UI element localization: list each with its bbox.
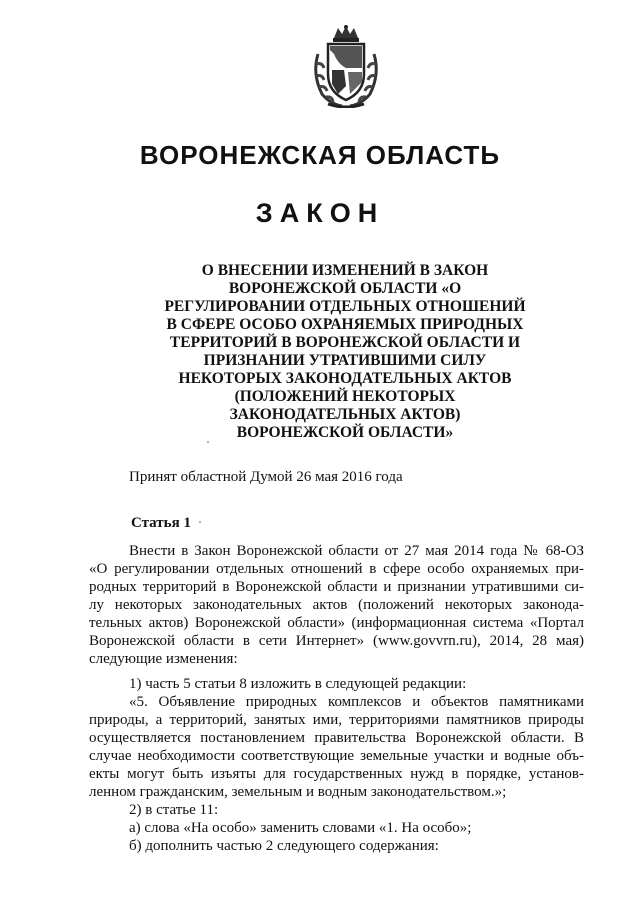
law-title-line: ПРИЗНАНИИ УТРАТИВШИМИ СИЛУ <box>203 352 487 369</box>
intro-line: Внести в Закон Воронежской области от 27 мая 2014 года № 68-ОЗ <box>129 543 584 559</box>
law-title <box>150 262 540 442</box>
intro-line: Воронежской области в сети Интернет» (www.govvrn.ru), 2014, 28 мая) <box>89 633 584 649</box>
item-line: 2) в статье 11: <box>129 802 219 818</box>
law-title-line: ВОРОНЕЖСКОЙ ОБЛАСТИ «О <box>228 280 462 297</box>
law-title-line: РЕГУЛИРОВАНИИ ОТДЕЛЬНЫХ ОТНОШЕНИЙ <box>164 298 526 315</box>
article-heading: Статья 1 <box>131 515 191 531</box>
intro-line: тельных актов) Воронежской области» (информационная система «Портал <box>89 615 584 631</box>
coat-of-arms-icon <box>308 24 384 108</box>
intro-line: лу некоторых законодательных актов (положений некоторых законода- <box>89 597 584 613</box>
law-title-line: (ПОЛОЖЕНИЙ НЕКОТОРЫХ <box>234 388 456 405</box>
item-line: осуществляется постановлением правительства Воронежской области. В <box>89 730 584 746</box>
item-line: природы, а территорий, занятых ими, территориями памятников природы <box>89 712 584 728</box>
law-heading: ЗАКОН <box>255 198 385 228</box>
scan-speck <box>199 521 201 523</box>
item-line: «5. Объявление природных комплексов и объектов памятниками <box>129 694 584 710</box>
article-items <box>89 675 584 855</box>
item-line: 1) часть 5 статьи 8 изложить в следующей редакции: <box>129 676 467 692</box>
article-intro <box>89 542 584 668</box>
law-title-line: ЗАКОНОДАТЕЛЬНЫХ АКТОВ) <box>229 406 461 423</box>
adoption-date: Принят областной Думой 26 мая 2016 года <box>129 469 403 485</box>
scan-speck <box>207 441 209 443</box>
intro-line: родных территорий в Воронежской области и признании утратившими си- <box>89 579 584 595</box>
item-line: екты могут быть изъяты для государственных нужд в порядке, установ- <box>89 766 584 782</box>
intro-line: «О регулировании отдельных отношений в сфере особо охраняемых при- <box>89 561 584 577</box>
item-line: а) слова «На особо» заменить словами «1. На особо»; <box>129 820 472 836</box>
law-title-line: О ВНЕСЕНИИ ИЗМЕНЕНИЙ В ЗАКОН <box>201 262 489 279</box>
law-title-line: В СФЕРЕ ОСОБО ОХРАНЯЕМЫХ ПРИРОДНЫХ <box>166 316 524 333</box>
region-title: ВОРОНЕЖСКАЯ ОБЛАСТЬ <box>139 140 501 170</box>
item-line: ленном гражданским, земельным и водным законодательством.»; <box>89 784 507 800</box>
item-line: случае необходимости соответствующие земельные участки и водные объ- <box>89 748 584 764</box>
law-title-line: ТЕРРИТОРИЙ В ВОРОНЕЖСКОЙ ОБЛАСТИ И <box>169 334 521 351</box>
intro-line: следующие изменения: <box>89 651 238 667</box>
item-line: б) дополнить частью 2 следующего содержания: <box>129 838 439 854</box>
law-title-line: НЕКОТОРЫХ ЗАКОНОДАТЕЛЬНЫХ АКТОВ <box>178 370 512 387</box>
law-title-line: ВОРОНЕЖСКОЙ ОБЛАСТИ» <box>236 424 454 441</box>
